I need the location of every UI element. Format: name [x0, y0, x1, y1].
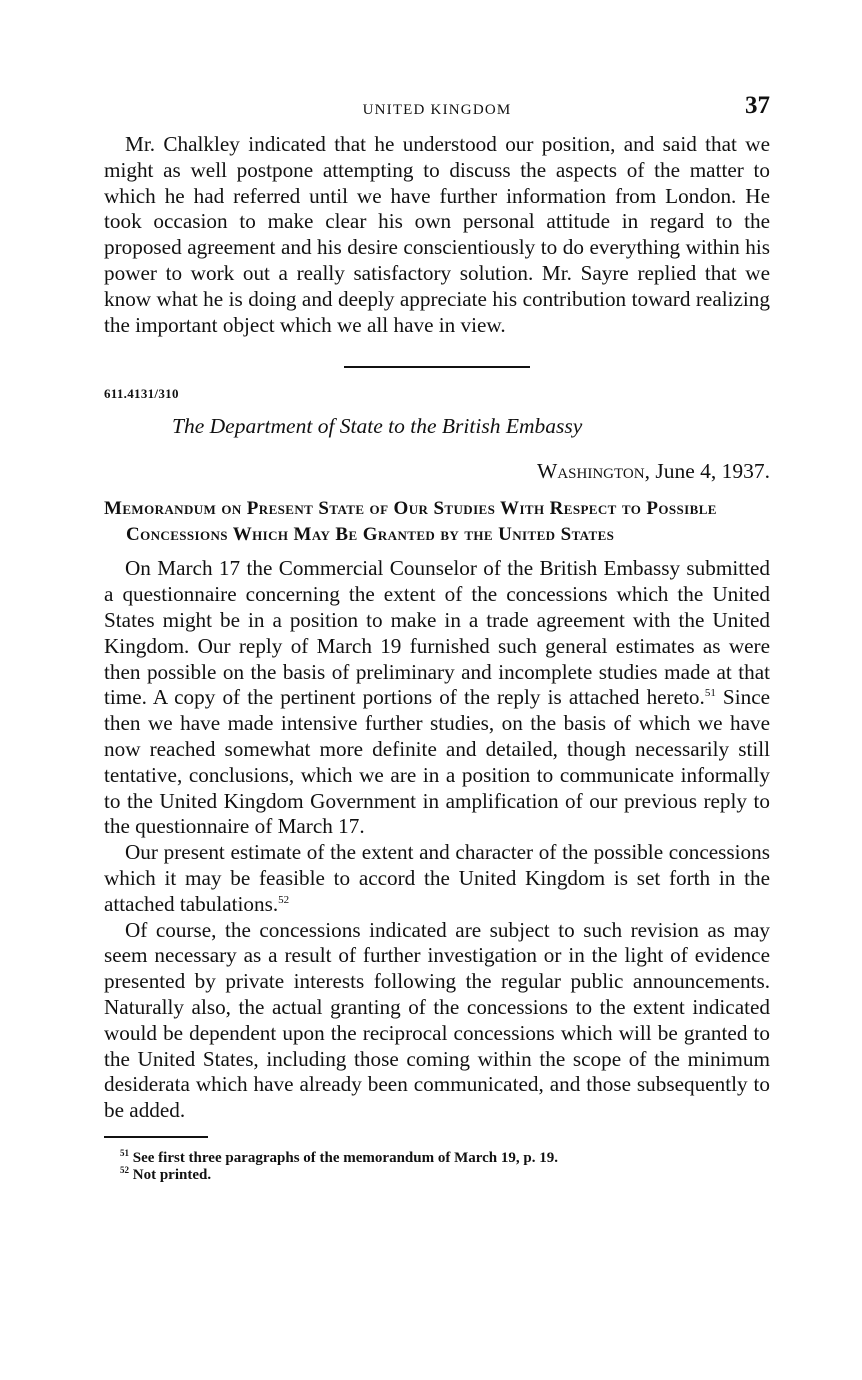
page-number: 37 — [745, 92, 770, 119]
footnote-text: See first three paragraphs of the memorandum of March 19, p. 19. — [132, 1149, 558, 1166]
footnote-number: 52 — [120, 1164, 129, 1175]
paragraph-text: Since then we have made intensive further studies, on the basis of which we have now reached somewhat more definite and detailed, though necessarily still tentative, conclusions, which we are in a position to communicate informally to the United Kingdom Government in amplification of our previous reply to the questionnaire of March 17. — [104, 685, 771, 839]
footnote — [120, 1164, 770, 1184]
running-header — [104, 92, 770, 132]
paragraph-text: On March 17 the Commercial Counselor of the British Embassy submitted a questionnaire concerning the extent of the concessions which the United States might be in a position to make in a trade agreement with the United Kingdom. Our reply of March 19 furnished such general estimates as were then possible on the basis of preliminary and incomplete studies made at that time. A copy of the pertinent portions of the reply is attached hereto. — [104, 556, 770, 710]
dateline-date: June 4, 1937. — [655, 459, 770, 484]
footnotes — [104, 1147, 770, 1184]
memorandum-heading: Memorandum on Present State of Our Studies With Respect to Possible Concessions Which May Be Granted by the United States — [104, 498, 717, 546]
footnote-text: Not printed. — [132, 1166, 212, 1183]
section-divider — [344, 366, 530, 368]
memorandum-paragraph — [104, 840, 770, 917]
memorandum-paragraph — [104, 556, 770, 840]
footnote-divider — [104, 1136, 208, 1138]
running-title: UNITED KINGDOM — [362, 102, 512, 118]
memorandum-body — [104, 556, 770, 1124]
file-number: 611.4131/310 — [104, 386, 179, 402]
intro-paragraph: Mr. Chalkley indicated that he understood our position, and said that we might as well postpone attempting to discuss the aspects of the matter to which he had referred until we have further information from London. He took occasion to make clear his own personal attitude in regard to the proposed agreement and his desire conscientiously to do everything within his power to work out a really satisfactory solution. Mr. Sayre replied that we know what he is doing and deeply appreciate his contribution toward realizing the important object which we all have in view. — [104, 132, 770, 337]
footnote-number: 51 — [120, 1147, 129, 1158]
document-page — [104, 92, 770, 1184]
dateline — [104, 459, 770, 484]
document-title: The Department of State to the British Embassy — [172, 414, 583, 439]
dateline-place: Washington, — [537, 459, 650, 484]
memorandum-paragraph: Of course, the concessions indicated are subject to such revision as may seem necessary as a result of further investigation or in the light of evidence presented by private interests following the regular public announcements. Naturally also, the actual granting of the concessions to the extent indicated would be dependent upon the reciprocal concessions which will be granted to the United States, including those coming within the scope of the minimum desiderata which have already been communicated, and those subsequently to be added. — [104, 917, 770, 1123]
footnote-reference[interactable]: 51 — [704, 687, 716, 700]
footnote-reference[interactable]: 52 — [278, 893, 290, 906]
paragraph-text: Our present estimate of the extent and character of the possible concessions which it may be feasible to accord the United Kingdom is set forth in the attached tabulations. — [104, 840, 770, 916]
footnote — [120, 1147, 770, 1167]
